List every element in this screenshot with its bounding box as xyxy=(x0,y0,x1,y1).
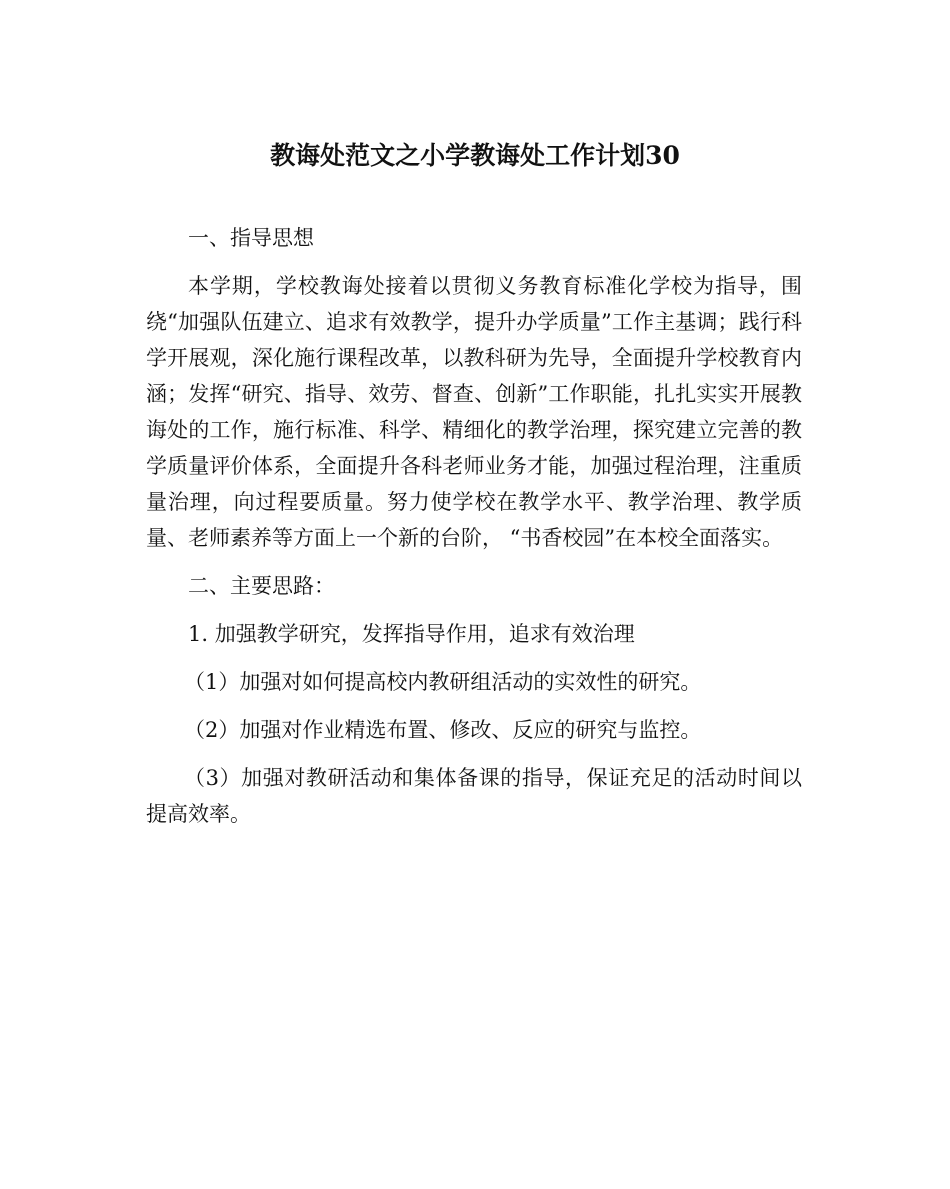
document-body xyxy=(146,220,802,844)
sub-item-3: （3）加强对教研活动和集体备课的指导，保证充足的活动时间以提高效率。 xyxy=(146,766,802,826)
section-heading-main-ideas: 二、主要思路： xyxy=(188,574,335,598)
sub-item-2: （2）加强对作业精选布置、修改、反应的研究与监控。 xyxy=(184,718,702,742)
list-item-1: 1. 加强教学研究，发挥指导作用，追求有效治理 xyxy=(188,622,635,646)
paragraph-guiding-ideology: 本学期，学校教诲处接着以贯彻义务教育标准化学校为指导，围绕“加强队伍建立、追求有效教学，提升办学质量”工作主基调；践行科学开展观，深化施行课程改革，以教科研为先导，全面提升学校教育内涵；发挥“研究、指导、效劳、督查、创新”工作职能，扎扎实实开展教诲处的工作，施行标准、科学、精细化的教学治理，探究建立完善的教学质量评价体系，全面提升各科老师业务才能，加强过程治理，注重质量治理，向过程要质量。努力使学校在教学水平、教学治理、教学质量、老师素养等方面上一个新的台阶， “书香校园”在本校全面落实。 xyxy=(146,274,802,550)
sub-item-1: （1）加强对如何提高校内教研组活动的实效性的研究。 xyxy=(184,670,702,694)
document-title: 教诲处范文之小学教诲处工作计划30 xyxy=(270,141,680,170)
section-heading-guiding-ideology: 一、指导思想 xyxy=(188,226,314,250)
